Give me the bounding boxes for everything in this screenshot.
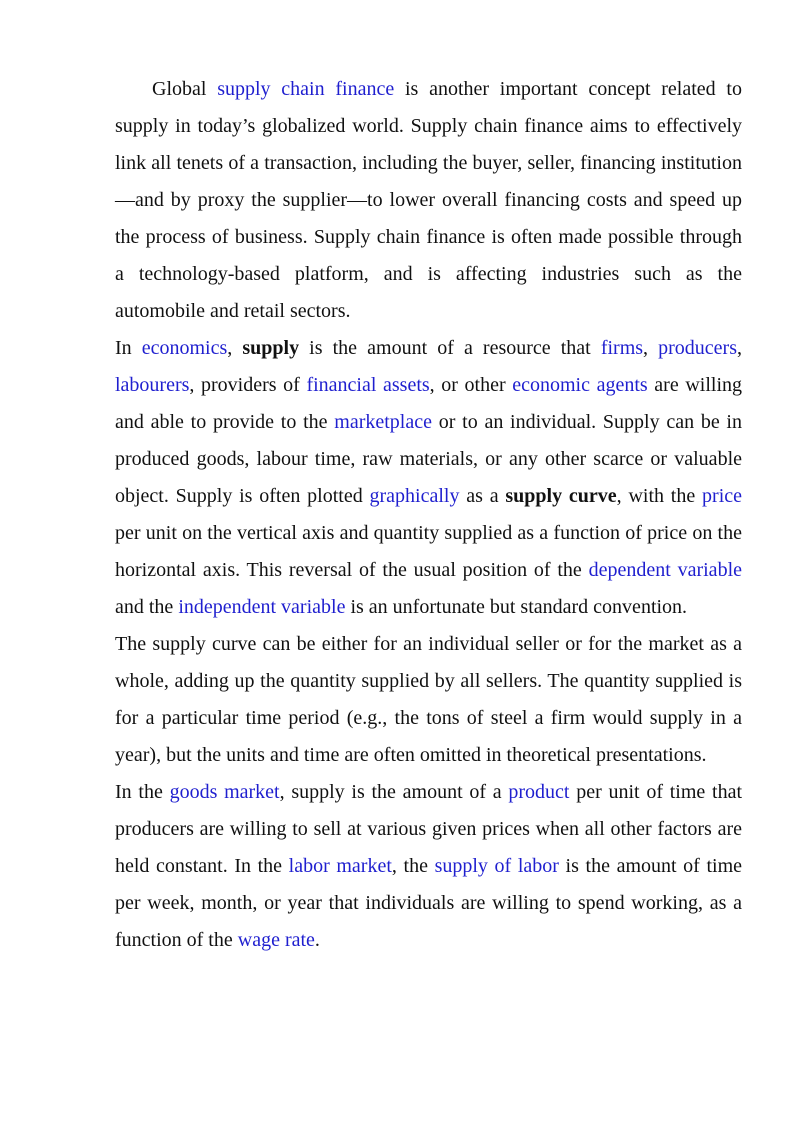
text-span: is an unfortunate but standard convention. [345, 596, 688, 618]
link-product[interactable]: product [508, 781, 570, 803]
text-span: In [115, 337, 142, 359]
text-span: , providers of [189, 374, 307, 396]
text-span: and the [115, 596, 179, 618]
text-span: , [227, 337, 243, 359]
text-span: is another important concept related to supply in today’s globalized world. Supply chain finance aims to effectively link all tenets of a transaction, including the buyer, seller, financing institution—and by proxy the supplier—to lower overall financing costs and speed up the process of business. Supply chain finance is often made possible through a technology-based platform, and is affecting industries such as the automobile and retail sectors. [115, 78, 742, 322]
paragraph-supply-curve [115, 626, 742, 774]
link-firms[interactable]: firms [600, 337, 644, 359]
text-span: , with the [616, 485, 703, 507]
link-goods-market[interactable]: goods market [169, 781, 280, 803]
paragraph-goods-labor-market [115, 774, 742, 959]
text-span: The supply curve can be either for an individual seller or for the market as a whole, adding up the quantity supplied by all sellers. The quantity supplied is for a particular time period (e.g., the tons of steel a firm would supply in a year), but the units and time are often omitted in theoretical presentations. [115, 633, 742, 766]
link-dependent-variable[interactable]: dependent variable [588, 559, 742, 581]
text-span: is the amount of a resource that [299, 337, 601, 359]
text-span: Global [152, 78, 218, 100]
link-supply-of-labor[interactable]: supply of labor [434, 855, 559, 877]
link-labor-market[interactable]: labor market [288, 855, 392, 877]
text-span: or to an individual. Supply can be in produced goods, labour time, raw materials, or any other scarce or valuable object. Supply is often plotted [115, 411, 742, 507]
link-producers[interactable]: producers [658, 337, 737, 359]
text-span: per unit of time that producers are willing to sell at various given prices when all other factors are held constant. In the [115, 781, 742, 877]
text-span: per unit on the vertical axis and quantity supplied as a function of price on the horizontal axis. This reversal of the usual position of the [115, 522, 742, 581]
text-span: , supply is the amount of a [279, 781, 509, 803]
text-span: , the [391, 855, 435, 877]
link-independent-variable[interactable]: independent variable [178, 596, 346, 618]
text-span: In the [115, 781, 170, 803]
text-span: are willing and able to provide to the [115, 374, 742, 433]
link-economic-agents[interactable]: economic agents [512, 374, 648, 396]
text-span: , [737, 337, 742, 359]
document-page [115, 71, 742, 959]
text-span: , [643, 337, 659, 359]
text-span: . [314, 929, 320, 951]
text-span: , or other [429, 374, 513, 396]
link-economics[interactable]: economics [141, 337, 228, 359]
link-price[interactable]: price [702, 485, 743, 507]
link-financial-assets[interactable]: financial assets [306, 374, 430, 396]
link-wage-rate[interactable]: wage rate [237, 929, 315, 951]
link-labourers[interactable]: labourers [115, 374, 190, 396]
bold-term-supply-curve: supply curve [505, 485, 617, 507]
link-graphically[interactable]: graphically [369, 485, 460, 507]
text-span: is the amount of time per week, month, or year that individuals are willing to spend working, as a function of the [115, 855, 743, 951]
paragraph-supply-chain-finance [115, 71, 742, 330]
text-span: as a [459, 485, 506, 507]
link-marketplace[interactable]: marketplace [334, 411, 432, 433]
bold-term-supply: supply [242, 337, 300, 359]
paragraph-supply-definition [115, 330, 742, 626]
link-supply-chain-finance[interactable]: supply chain finance [217, 78, 395, 100]
